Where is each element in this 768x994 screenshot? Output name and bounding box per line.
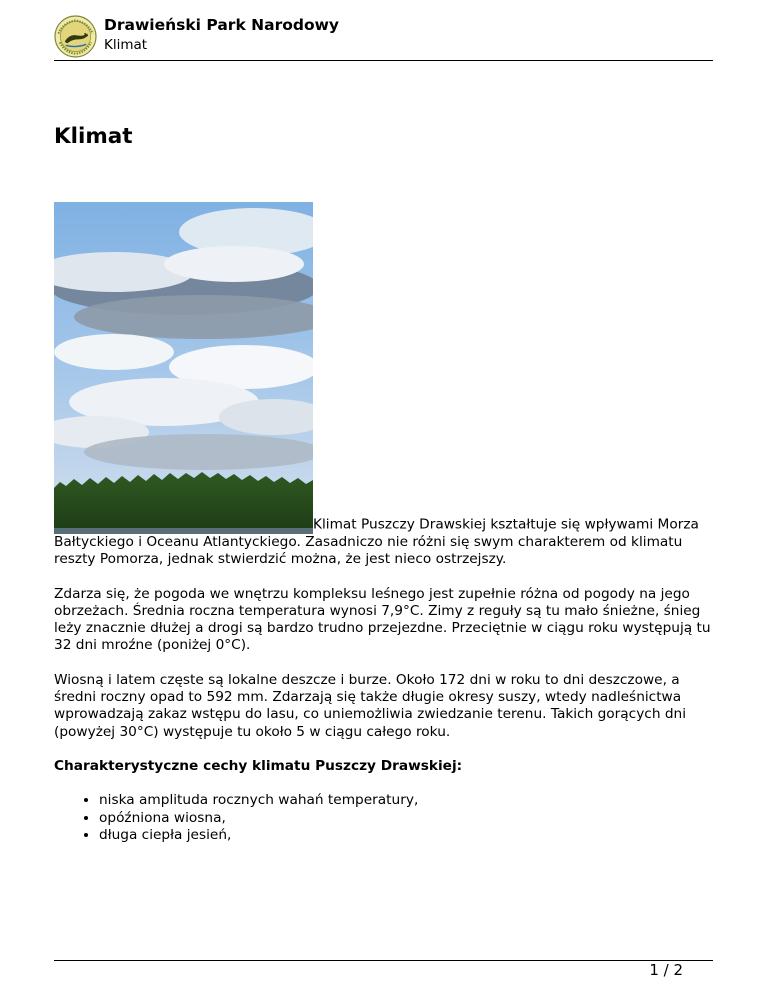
page-header	[54, 12, 713, 61]
site-title: Drawieński Park Narodowy	[104, 16, 340, 34]
features-list	[54, 792, 714, 844]
page-number: 1 / 2	[649, 961, 683, 979]
features-heading: Charakterystyczne cechy klimatu Puszczy Drawskiej:	[54, 757, 463, 774]
paragraph-precipitation: Wiosną i latem częste są lokalne deszcze i burze. Około 172 dni w roku to dni deszczowe, a średni roczny opad to 592 mm. Zdarzają się także długie okresy suszy, wtedy nadleśnictwa wprowadzają zakaz wstępu do lasu, co uniemożliwia zwiedzanie terenu. Takich gorących dni (powyżej 30°C) występuje tu około 5 w ciągu całego roku.	[54, 671, 687, 740]
page-footer	[54, 960, 713, 979]
paragraph-temperature: Zdarza się, że pogoda we wnętrzu kompleksu leśnego jest zupełnie różna od pogody na jego obrzeżach. Średnia roczna temperatura wynosi 7,9°C. Zimy z reguły są tu mało śnieżne, śnieg leży znacznie dłużej a drogi są bardzo trudno przejezdne. Przeciętnie w ciągu roku występują tu 32 dni mroźne (poniżej 0°C).	[54, 585, 711, 654]
paragraph-intro-text: Klimat Puszczy Drawskiej kształtuje się wpływami Morza Bałtyckiego i Oceanu Atlantyckiego. Zasadniczo nie różni się swym charakterem od klimatu reszty Pomorza, jednak stwierdzić można, że jest nieco ostrzejszy.	[54, 516, 699, 568]
list-item: • długa ciepła jesień,	[99, 827, 714, 844]
site-subtitle: Klimat	[104, 37, 148, 53]
page-title: Klimat	[54, 124, 133, 149]
list-item: • opóźniona wiosna,	[99, 810, 714, 827]
article-content	[54, 202, 714, 844]
landscape-photo-icon	[54, 202, 313, 534]
list-item: • niska amplituda rocznych wahań temperatury,	[99, 792, 714, 809]
paragraph-intro	[54, 202, 714, 569]
park-logo-icon	[54, 15, 97, 58]
